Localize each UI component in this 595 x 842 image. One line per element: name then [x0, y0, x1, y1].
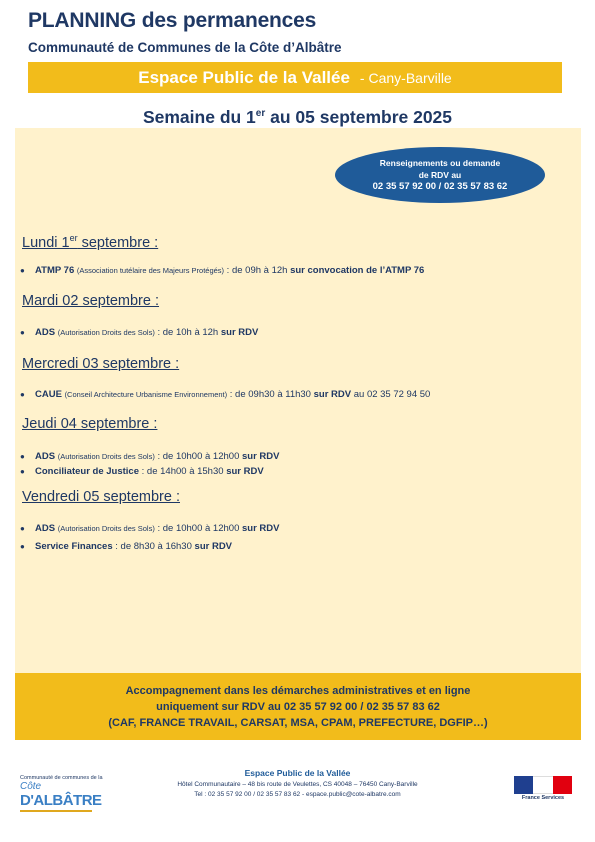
day-sup: er: [69, 233, 78, 243]
france-services-caption: France Services: [521, 795, 565, 801]
list-item-ads-tuesday: [20, 327, 258, 338]
week-prefix: Semaine du 1: [142, 107, 256, 127]
item-condition: sur convocation de l’ATMP 76: [290, 265, 425, 276]
item-time: : de 10h00 à 12h00: [154, 451, 242, 462]
bullet-icon: ●: [20, 467, 25, 476]
item-time: : de 14h00 à 15h30: [139, 466, 227, 477]
assistance-line-3: (CAF, FRANCE TRAVAIL, CARSAT, MSA, CPAM, PREFECTURE, DGFIP…): [108, 716, 488, 729]
item-name: Conciliateur de Justice: [35, 466, 140, 477]
item-name: ADS: [35, 523, 56, 534]
french-flag-icon: [514, 776, 572, 794]
logo-underline: [20, 810, 92, 812]
week-suffix: au 05 septembre 2025: [265, 107, 453, 127]
list-item-atmp: [20, 265, 424, 276]
assistance-box: [15, 673, 581, 740]
item-name: ADS: [35, 451, 56, 462]
info-line-2: de RDV au: [418, 170, 462, 180]
france-services-logo: [514, 776, 572, 806]
item-condition: sur RDV: [226, 466, 264, 477]
location-banner: [28, 62, 562, 93]
item-name: Service Finances: [35, 541, 113, 552]
list-item-caue: [20, 389, 430, 400]
footer-contact: Tel : 02 35 57 92 00 / 02 35 57 83 62 - espace.public@cote-albatre.com: [194, 791, 401, 798]
logo-small-text: Communauté de communes de la: [20, 775, 103, 781]
bullet-icon: ●: [20, 266, 25, 275]
item-condition: sur RDV: [242, 451, 280, 462]
list-item-ads-friday: [20, 523, 279, 534]
item-condition: sur RDV: [313, 389, 352, 400]
day-rest: septembre :: [77, 234, 159, 251]
schedule-panel: [15, 128, 581, 740]
item-name: ADS: [35, 327, 56, 338]
item-time: : de 09h30 à 11h30: [227, 389, 314, 400]
list-item-ads-thursday: [20, 451, 279, 462]
bullet-icon: ●: [20, 390, 25, 399]
day-heading-thursday: Jeudi 04 septembre :: [22, 416, 158, 432]
item-time: : de 8h30 à 16h30: [112, 541, 195, 552]
footer: [0, 768, 595, 798]
bullet-icon: ●: [20, 328, 25, 337]
bullet-icon: ●: [20, 452, 25, 461]
item-time: : de 10h00 à 12h00: [154, 523, 242, 534]
page-subtitle: Communauté de Communes de la Côte d’Albâtre: [28, 40, 342, 55]
logo-word-cote: Côte: [20, 781, 42, 792]
footer-address: Hôtel Communautaire – 48 bis route de Veulettes, CS 40048 – 76450 Cany-Barville: [177, 781, 418, 788]
week-heading: [0, 107, 595, 128]
day-heading-monday: [22, 233, 158, 251]
day-heading-wednesday: Mercredi 03 septembre :: [22, 356, 180, 372]
logo-word-albatre: D'ALBÂTRE: [20, 792, 102, 809]
item-condition: sur RDV: [242, 523, 280, 534]
assistance-line-1: Accompagnement dans les démarches administratives et en ligne: [125, 684, 471, 697]
bullet-icon: ●: [20, 542, 25, 551]
item-detail: (Association tutélaire des Majeurs Protégés): [76, 266, 225, 275]
info-line-1: Renseignements ou demande: [379, 158, 501, 168]
week-sup: er: [255, 108, 266, 120]
bullet-icon: ●: [20, 524, 25, 533]
banner-city: - Cany-Barville: [359, 69, 452, 86]
footer-name: Espace Public de la Vallée: [244, 768, 351, 778]
item-extra: au 02 35 72 94 50: [351, 389, 431, 400]
item-condition: sur RDV: [220, 327, 259, 338]
info-phones: 02 35 57 92 00 / 02 35 57 83 62: [372, 181, 508, 192]
item-time: : de 10h à 12h: [154, 327, 221, 338]
day-label: Lundi 1: [22, 234, 70, 251]
list-item-conciliateur: [20, 466, 264, 477]
item-detail: (Conseil Architecture Urbanisme Environnement): [64, 390, 228, 399]
info-bubble: [335, 147, 545, 203]
item-name: CAUE: [35, 389, 62, 400]
page-title: PLANNING des permanences: [28, 9, 317, 32]
banner-location-name: Espace Public de la Vallée: [138, 67, 350, 87]
item-name: ATMP 76: [35, 265, 75, 276]
item-detail: (Autorisation Droits des Sols): [57, 452, 155, 461]
item-condition: sur RDV: [194, 541, 233, 552]
list-item-finances: [20, 541, 232, 552]
item-detail: (Autorisation Droits des Sols): [57, 328, 155, 337]
item-detail: (Autorisation Droits des Sols): [57, 524, 155, 533]
day-heading-tuesday: Mardi 02 septembre :: [22, 293, 160, 309]
item-time: : de 09h à 12h: [224, 265, 291, 276]
assistance-line-2: uniquement sur RDV au 02 35 57 92 00 / 02 35 57 83 62: [156, 700, 440, 713]
day-heading-friday: Vendredi 05 septembre :: [22, 489, 180, 505]
